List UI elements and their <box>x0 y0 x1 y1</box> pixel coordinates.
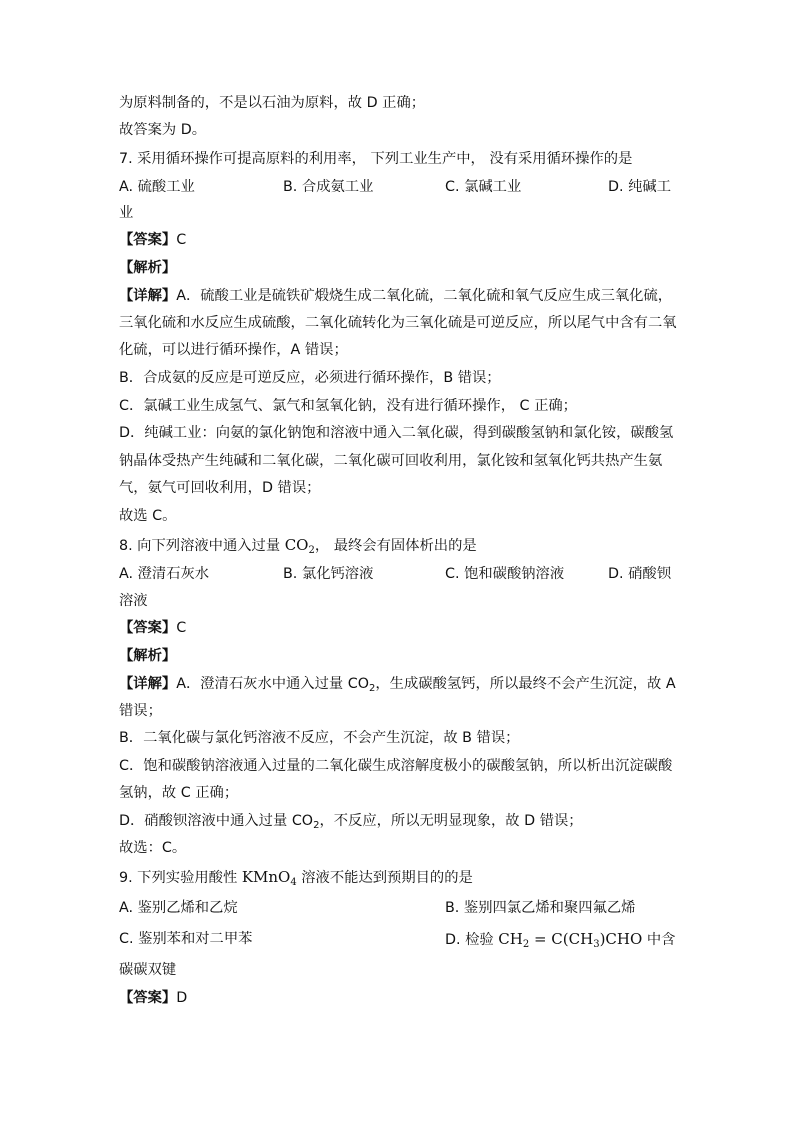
q7-detail-line: B．合成氨的反应是可逆反应，必须进行循环操作，B 错误； <box>119 370 501 386</box>
q8-detail-line: C．饱和碳酸钠溶液通入过量的二氧化碳生成溶解度极小的碳酸氢钠，所以析出沉淀碳酸 <box>119 758 673 774</box>
question-7-stem: 7. 采用循环操作可提高原料的利用率， 下列工业生产中， 没有采用循环操作的是 <box>119 151 633 167</box>
q7-detail-line: C．氯碱工业生成氢气、氯气和氢氧化钠，没有进行循环操作， C 正确； <box>119 398 577 414</box>
detail-text: ，生成碳酸氢钙，所以最终不会产生沉淀，故 A <box>375 676 676 692</box>
q7-analysis-tag: 【解析】 <box>119 260 177 276</box>
detail-tag: 【详解】 <box>119 676 177 692</box>
detail-text: D．硝酸钡溶液中通入过量 CO <box>119 813 314 829</box>
answer-tag: 【答案】 <box>119 232 177 248</box>
q7-detail-line <box>119 286 672 306</box>
formula-subscript: 2 <box>313 820 320 831</box>
q7-option-d: D. 纯碱工 <box>608 179 671 195</box>
q8-option-a: A. 澄清石灰水 <box>119 566 210 582</box>
formula-subscript: 2 <box>522 939 530 950</box>
formula-subscript: 2 <box>369 683 376 694</box>
answer-value: C <box>176 232 187 248</box>
answer-value: D <box>176 990 188 1006</box>
q7-detail-line: 化硫，可以进行循环操作，A 错误； <box>119 342 348 358</box>
q7-option-b: B. 合成氨工业 <box>283 179 374 195</box>
q8-detail-line: B．二氧化碳与氯化钙溶液不反应，不会产生沉淀，故 B 错误； <box>119 730 520 746</box>
q8-detail-line <box>119 674 676 694</box>
option-text: D. 检验 <box>445 932 499 948</box>
q8-option-b: B. 氯化钙溶液 <box>283 566 374 582</box>
q7-detail-line: D．纯碱工业：向氨的氯化钠饱和溶液中通入二氧化碳，得到碳酸氢钠和氯化铵，碳酸氢 <box>119 425 674 441</box>
stem-text: 溶液不能达到预期目的的是 <box>296 870 473 886</box>
q7-detail-line: 钠晶体受热产生纯碱和二氧化碳，二氧化碳可回收利用，氯化铵和氢氧化钙共热产生氨 <box>119 453 663 469</box>
q7-option-c: C. 氯碱工业 <box>445 179 522 195</box>
detail-text: ，不反应，所以无明显现象，故 D 错误； <box>319 813 583 829</box>
question-9-stem <box>119 867 473 888</box>
answer-tag: 【答案】 <box>119 990 177 1006</box>
answer-tag: 【答案】 <box>119 620 177 636</box>
q8-detail-line <box>119 811 583 831</box>
q7-option-a: A. 硫酸工业 <box>119 179 195 195</box>
q7-answer <box>119 230 186 250</box>
detail-tag: 【详解】 <box>119 288 177 304</box>
q8-analysis-tag: 【解析】 <box>119 648 177 664</box>
q8-conclusion: 故选：C。 <box>119 840 187 856</box>
q7-detail-line: 气，氨气可回收利用，D 错误； <box>119 480 321 496</box>
answer-value: C <box>176 620 187 636</box>
text-line: 故答案为 D。 <box>119 122 207 138</box>
q9-answer <box>119 988 187 1008</box>
q7-detail-line: 三氧化硫和水反应生成硫酸，二氧化硫转化为三氧化硫是可逆反应，所以尾气中含有二氧 <box>119 315 677 331</box>
formula-text: )CHO <box>599 930 643 948</box>
formula-text: = C(CH <box>529 930 594 948</box>
q8-option-c: C. 饱和碳酸钠溶液 <box>445 566 565 582</box>
q8-option-d: D. 硝酸钡 <box>608 566 671 582</box>
q9-option-b: B. 鉴别四氯乙烯和聚四氟乙烯 <box>445 900 636 916</box>
stem-text: 8. 向下列溶液中通入过量 <box>119 538 285 554</box>
stem-text: ， 最终会有固体析出的是 <box>314 538 477 554</box>
formula-text: CO <box>284 536 309 554</box>
aldehyde-formula <box>498 930 642 948</box>
q7-conclusion: 故选 C。 <box>119 508 177 524</box>
q9-option-a: A. 鉴别乙烯和乙烷 <box>119 900 238 916</box>
detail-text: A．澄清石灰水中通入过量 CO <box>176 676 370 692</box>
formula-subscript: 2 <box>308 545 315 556</box>
q8-answer <box>119 618 186 638</box>
kmno4-formula <box>242 868 297 886</box>
formula-text: KMnO <box>241 868 291 886</box>
option-text: 中含 <box>642 932 676 948</box>
formula-subscript: 4 <box>290 877 297 888</box>
stem-text: 9. 下列实验用酸性 <box>119 870 242 886</box>
q9-option-d <box>445 929 675 950</box>
q8-option-d-wrap: 溶液 <box>119 593 148 609</box>
q9-option-d-wrap: 碳碳双键 <box>119 962 177 978</box>
co2-formula <box>285 536 315 554</box>
q8-detail-line: 错误； <box>119 703 162 719</box>
q8-detail-line: 氢钠，故 C 正确； <box>119 785 239 801</box>
q7-option-d-wrap: 业 <box>119 205 134 221</box>
question-8-stem <box>119 535 477 556</box>
text-line: 为原料制备的，不是以石油为原料，故 D 正确； <box>119 95 426 111</box>
formula-text: CH <box>498 930 523 948</box>
q9-option-c: C. 鉴别苯和对二甲苯 <box>119 931 253 947</box>
formula-subscript: 3 <box>593 939 600 950</box>
detail-text: A．硫酸工业是硫铁矿煅烧生成二氧化硫，二氧化硫和氧气反应生成三氧化硫， <box>176 288 673 304</box>
